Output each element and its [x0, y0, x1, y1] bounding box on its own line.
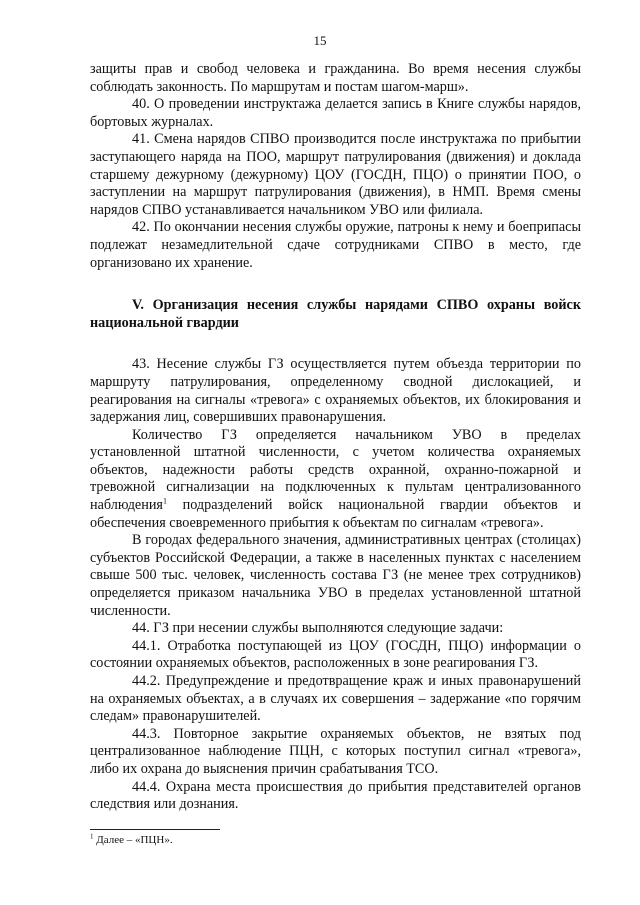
document-body	[90, 61, 581, 814]
paragraph-continuation: защиты прав и свобод человека и гражданина. Во время несения службы соблюдать законность. По маршрутам и постам шагом-марш».	[90, 61, 581, 95]
paragraph-43: 43. Несение службы ГЗ осуществляется путем объезда территории по маршруту патрулирования, определенному сводной дислокацией, и реагирования на сигналы «тревога» с охраняемых объектов, их блокирования и задержания лиц, совершивших правонарушения.	[90, 356, 581, 426]
paragraph-44-1: 44.1. Отработка поступающей из ЦОУ (ГОСДН, ПЦО) информации о состоянии охраняемых объектов, расположенных в зоне реагирования ГЗ.	[90, 637, 581, 672]
section-heading: V. Организация несения службы нарядами СПВО охраны войск национальной гвардии	[90, 297, 581, 331]
footnote-marker: 1	[90, 832, 94, 841]
paragraph-gz-count	[90, 427, 581, 533]
paragraph-41: 41. Смена нарядов СПВО производится после инструктажа по прибытии заступающего наряда на ПОО, маршрут патрулирования (движения) и доклада старшему дежурному (дежурному) ЦОУ (ГОСДН, ПЦО) о принятии ПОО, о заступлении на маршрут патрулирования (движения), в НМП. Время смены нарядов СПВО устанавливается начальником УВО или филиала.	[90, 131, 581, 218]
footnote	[90, 834, 173, 847]
paragraph-44: 44. ГЗ при несении службы выполняются следующие задачи:	[132, 620, 504, 637]
paragraph-gz-count-part1: Количество ГЗ определяется начальником УВО в пределах установленной штатной численности, с учетом количества охраняемых объектов, надежности работы средств охранной, охранно-пожарной и тревожной сигнализации на подключенных к пультам централизованного наблюдения	[90, 426, 581, 514]
footnote-reference: 1	[162, 496, 167, 506]
page-number: 15	[313, 33, 327, 48]
footnote-text: Далее – «ПЦН».	[93, 834, 173, 846]
paragraph-44-2: 44.2. Предупреждение и предотвращение краж и иных правонарушений на охраняемых объектах, а в случаях их совершения – задержание «по горячим следам» правонарушителей.	[90, 673, 581, 725]
paragraph-42: 42. По окончании несения службы оружие, патроны к нему и боеприпасы подлежат незамедлительной сдаче сотрудниками СПВО в место, где организовано их хранение.	[90, 219, 581, 271]
paragraph-44-4: 44.4. Охрана места происшествия до прибытия представителей органов следствия или дознания.	[90, 778, 581, 813]
paragraph-40: 40. О проведении инструктажа делается запись в Книге службы нарядов, бортовых журналах.	[90, 96, 581, 130]
paragraph-gz-count-part2: подразделений войск национальной гвардии объектов и обеспечения своевременного прибытия к объектам по сигналам «тревога».	[90, 497, 581, 531]
paragraph-cities: В городах федерального значения, административных центрах (столицах) субъектов Российской Федерации, а также в населенных пунктах с населением свыше 500 тыс. человек, численность состава ГЗ (не менее трех сотрудников) определяется приказом начальника УВО в пределах установленной штатной численности.	[90, 532, 581, 619]
footnote-divider	[90, 829, 220, 830]
paragraph-44-3: 44.3. Повторное закрытие охраняемых объектов, не взятых под централизованное наблюдение ПЦН, с которых поступил сигнал «тревога», либо их охрана до выяснения причин срабатывания ТСО.	[90, 725, 581, 777]
